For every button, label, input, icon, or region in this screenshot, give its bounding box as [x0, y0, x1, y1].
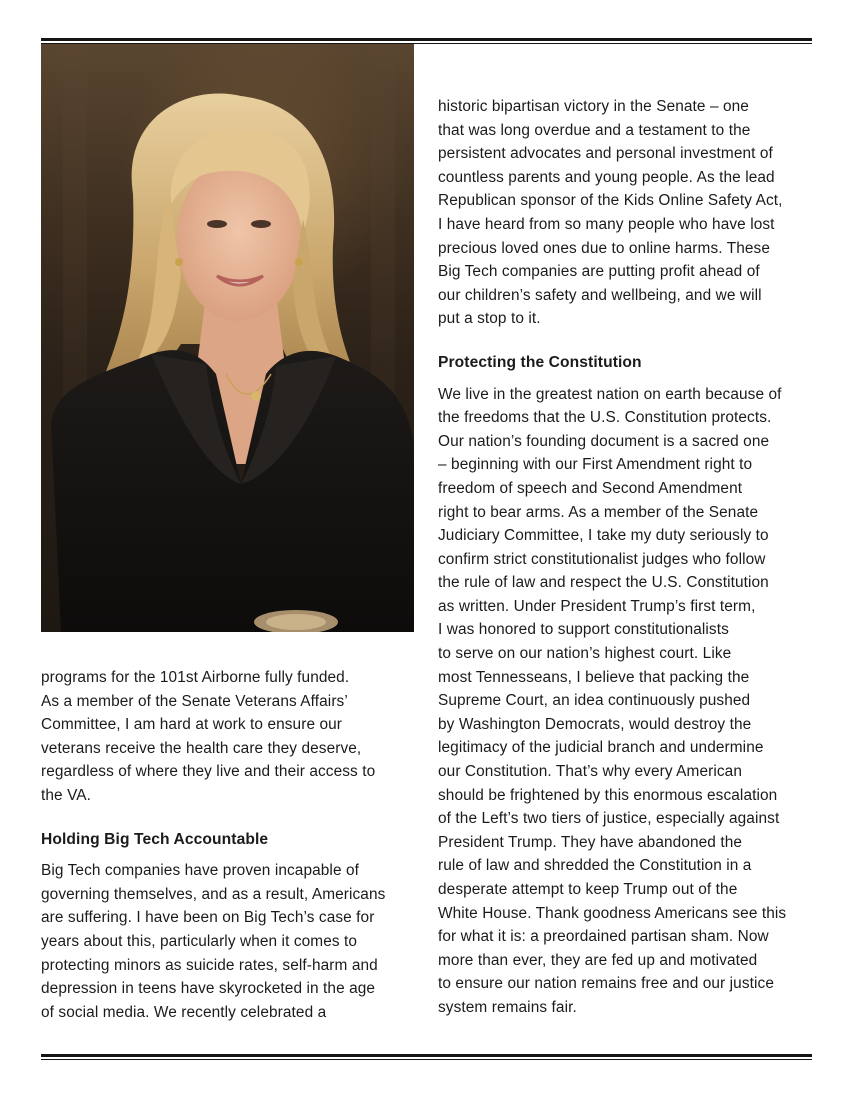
portrait-photo [41, 44, 414, 632]
text-line: depression in teens have skyrocketed in the age [41, 980, 376, 998]
text-line: the VA. [41, 786, 92, 804]
section-heading-big-tech: Holding Big Tech Accountable [41, 830, 269, 848]
text-line: Committee, I am hard at work to ensure our [41, 716, 343, 734]
text-line: President Trump. They have abandoned the [438, 833, 743, 851]
text-line: Judiciary Committee, I take my duty seriously to [438, 527, 769, 545]
text-line: Republican sponsor of the Kids Online Safety Act, [438, 192, 783, 210]
text-line: I have heard from so many people who have lost [438, 215, 775, 233]
right-paragraph-1 [438, 95, 814, 331]
text-line: White House. Thank goodness Americans see this [438, 904, 787, 922]
text-line: rule of law and shredded the Constitution in a [438, 857, 752, 875]
text-line: system remains fair. [438, 998, 577, 1016]
text-line: our Constitution. That’s why every American [438, 763, 742, 781]
text-line: Big Tech companies have proven incapable of [41, 862, 360, 880]
section-heading-constitution: Protecting the Constitution [438, 353, 642, 371]
text-line: the rule of law and respect the U.S. Constitution [438, 574, 769, 592]
text-line: by Washington Democrats, would destroy the [438, 715, 752, 733]
text-line: of social media. We recently celebrated a [41, 1003, 327, 1021]
text-line: veterans receive the health care they deserve, [41, 739, 362, 757]
left-paragraph-2 [41, 859, 413, 1024]
text-line: precious loved ones due to online harms. These [438, 239, 770, 257]
right-paragraph-2 [438, 383, 814, 1020]
text-line: years about this, particularly when it comes to [41, 932, 358, 950]
text-line: legitimacy of the judicial branch and undermine [438, 739, 764, 757]
text-line: programs for the 101st Airborne fully funded. [41, 669, 350, 686]
text-line: Our nation’s founding document is a sacred one [438, 432, 770, 450]
text-line: countless parents and young people. As the lead [438, 168, 775, 186]
text-line: protecting minors as suicide rates, self-harm and [41, 956, 378, 974]
text-line: persistent advocates and personal investment of [438, 145, 773, 163]
text-line: for what it is: a preordained partisan sham. Now [438, 928, 769, 946]
right-text-column [438, 95, 814, 1020]
text-line: regardless of where they live and their access to [41, 763, 376, 781]
text-line: the freedoms that the U.S. Constitution protects. [438, 409, 772, 427]
text-line: historic bipartisan victory in the Senate – one [438, 98, 749, 115]
text-line: our children’s safety and wellbeing, and we will [438, 286, 762, 304]
portrait-illustration [41, 44, 414, 632]
text-line: are suffering. I have been on Big Tech’s case for [41, 909, 375, 927]
text-line: to serve on our nation’s highest court. Like [438, 645, 732, 663]
text-line: freedom of speech and Second Amendment [438, 479, 743, 497]
text-line: desperate attempt to keep Trump out of the [438, 881, 738, 898]
text-line: right to bear arms. As a member of the Senate [438, 503, 759, 521]
text-line: put a stop to it. [438, 310, 541, 328]
left-paragraph-1 [41, 666, 413, 808]
text-line: more than ever, they are fed up and motivated [438, 951, 758, 969]
text-line: I was honored to support constitutionalists [438, 621, 729, 639]
text-line: most Tennesseans, I believe that packing the [438, 668, 750, 686]
text-line: confirm strict constitutionalist judges who follow [438, 550, 766, 568]
text-line: We live in the greatest nation on earth because of [438, 385, 782, 403]
text-line: of the Left’s two tiers of justice, especially against [438, 810, 780, 828]
text-line: Big Tech companies are putting profit ahead of [438, 263, 760, 281]
text-line: to ensure our nation remains free and our justice [438, 975, 774, 993]
text-line: As a member of the Senate Veterans Affairs’ [41, 692, 348, 710]
bottom-divider [41, 1054, 812, 1060]
text-line: should be frightened by this enormous escalation [438, 786, 778, 804]
left-text-column [41, 666, 413, 1024]
text-line: as written. Under President Trump’s first term, [438, 597, 756, 615]
text-line: – beginning with our First Amendment right to [438, 456, 753, 474]
text-line: governing themselves, and as a result, Americans [41, 885, 386, 903]
text-line: that was long overdue and a testament to the [438, 121, 751, 139]
text-line: Supreme Court, an idea continuously pushed [438, 692, 751, 710]
